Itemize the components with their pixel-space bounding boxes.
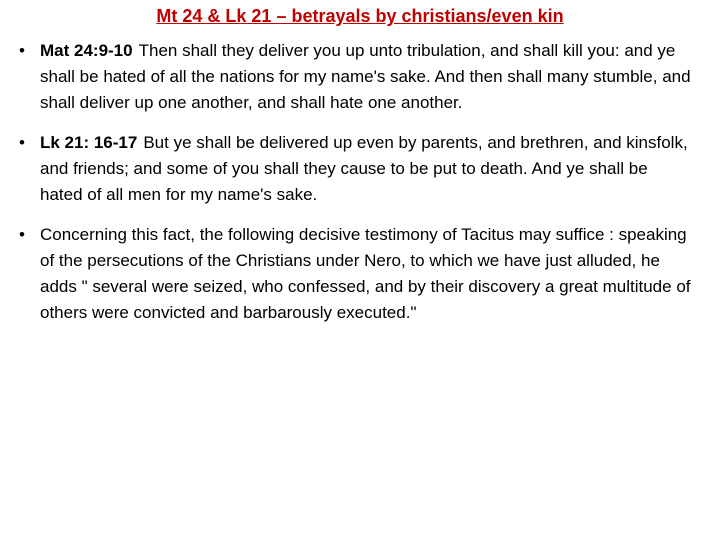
bullet-dot-icon: • — [19, 41, 25, 60]
bullet-dot-icon: • — [19, 225, 25, 244]
bullet-text: But ye shall be delivered up even by parents, and brethren, and kinsfolk, and friends; and some of you shall they cause to be put to death. And ye shall be hated of all men for my name's sake. — [40, 133, 688, 204]
scripture-reference: Mat 24:9-10 — [40, 41, 133, 60]
bullet-text: Concerning this fact, the following decisive testimony of Tacitus may suffice : speaking of the persecutions of the Christians under Nero, to which we have just alluded, he adds " several were seized, who confessed, and by their discovery a great multitude of others were convicted and barbarously executed." — [40, 225, 691, 322]
bullet-dot-icon: • — [19, 133, 25, 152]
scripture-reference: Lk 21: 16-17 — [40, 133, 138, 152]
bullet-item-mat-24 — [12, 38, 692, 116]
bullet-text: Then shall they deliver you up unto tribulation, and shall kill you: and ye shall be hated of all the nations for my name's sake. And then shall many stumble, and shall deliver up one another, and shall hate one another. — [40, 41, 691, 112]
bullet-item-lk-21 — [12, 130, 692, 208]
bullet-list — [12, 38, 692, 340]
slide-title: Mt 24 & Lk 21 – betrayals by christians/even kin — [156, 6, 564, 26]
bullet-item-tacitus — [12, 222, 692, 326]
